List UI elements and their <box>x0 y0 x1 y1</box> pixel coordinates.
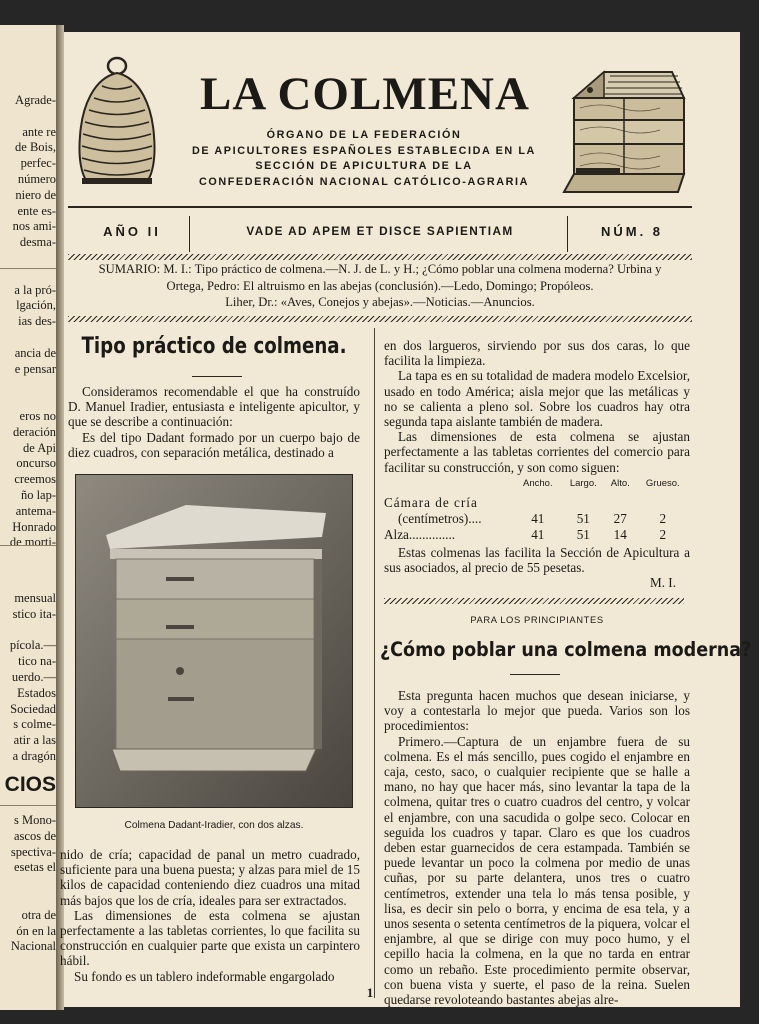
left-text-line: s Mono- <box>13 813 56 827</box>
left-text-line: otra de <box>21 907 56 922</box>
band-divider <box>567 216 568 252</box>
article1-continued <box>60 847 360 984</box>
table-row <box>384 527 690 543</box>
column-divider <box>374 328 375 998</box>
left-text-line: Nacional <box>10 939 56 954</box>
title-rule <box>510 674 560 675</box>
table-cell: 27 <box>613 511 627 526</box>
table-cell <box>636 495 690 511</box>
straw-skep-icon <box>76 56 158 188</box>
article1-right-column <box>384 338 690 475</box>
paragraph: Es del tipo Dadant formado por un cuerpo bajo de diez cuadros, con separación metálica, destinado a <box>68 429 360 460</box>
paragraph: en dos largueros, sirviendo por sus dos caras, lo que facilita la limpieza. <box>384 338 690 369</box>
left-text-line: ante re <box>22 124 56 139</box>
left-text-line: spectiva- <box>10 844 56 859</box>
paragraph: Esta pregunta hacen muchos que desean iniciarse, y voy a contestarla lo mejor que pueda. Varios son los procedimientos: <box>384 688 690 734</box>
table-cell: 41 <box>531 511 545 526</box>
left-text-line: mensual <box>14 591 56 605</box>
left-text-line: Sociedad <box>10 701 56 716</box>
wooden-beehive-icon <box>560 68 688 196</box>
left-text-line: ascos de <box>14 828 56 843</box>
left-text-line: oncurso <box>16 456 56 471</box>
left-text-line: nos ami- <box>12 219 56 234</box>
band-divider <box>189 216 190 252</box>
left-divider <box>0 545 56 546</box>
subtitle-line: DE APICULTORES ESPAÑOLES ESTABLECIDA EN LA <box>192 144 536 157</box>
table-row <box>384 495 690 511</box>
left-text-line: stico ita- <box>12 606 56 621</box>
table-cell: 41 <box>531 527 545 542</box>
paragraph: Su fondo es un tablero indeformable engargolado <box>74 968 335 984</box>
table-header: Grueso. <box>645 478 680 489</box>
table-cell <box>514 495 562 511</box>
paragraph: Consideramos recomendable el que ha construído D. Manuel Iradier, entusiasta e inteligente apicultor, y que se describe a continuación: <box>68 384 360 430</box>
table-cell: Alza.............. <box>384 527 456 542</box>
left-text-line: uerdo.— <box>11 670 56 684</box>
photo-caption: Colmena Dadant-Iradier, con dos alzas. <box>124 820 304 831</box>
left-divider <box>0 805 56 806</box>
table-cell: 51 <box>576 527 590 542</box>
motto: VADE AD APEM ET DISCE SAPIENTIAM <box>246 224 514 238</box>
left-text-line: ño lap- <box>20 488 56 502</box>
masthead-subtitle <box>164 128 564 190</box>
table-header: Largo. <box>569 478 597 489</box>
left-text-line: deración <box>12 424 56 439</box>
page-number: 1 <box>366 985 374 1000</box>
title-rule <box>192 376 242 377</box>
subtitle-line: ÓRGANO DE LA FEDERACIÓN <box>266 129 462 141</box>
article2-title: ¿Cómo poblar una colmena moderna? <box>380 638 752 661</box>
left-text-line: atir a las <box>13 733 56 748</box>
table-header: Ancho. <box>523 478 553 489</box>
left-text-line: lgación, <box>16 298 56 313</box>
dimensions-table <box>384 478 690 543</box>
summary-line: Liher, Dr.: «Aves, Conejos y abejas».—Noticias.—Anuncios. <box>225 295 535 309</box>
left-text-line: ón en la <box>16 923 56 938</box>
hive-photograph <box>75 474 353 808</box>
table-cell: 14 <box>613 527 627 542</box>
left-text-line: a dragón <box>12 749 56 763</box>
left-divider <box>0 268 56 269</box>
dadant-hive-image <box>76 475 352 807</box>
paragraph: Estas colmenas las facilita la Sección de Apicultura a sus asociados, al precio de 55 pesetas. <box>384 545 690 576</box>
article2-body <box>384 688 690 1007</box>
left-text-line: ias des- <box>18 314 56 329</box>
signature: M. I. <box>649 575 676 591</box>
article1-intro <box>68 384 360 460</box>
table-header: Alto. <box>610 478 630 489</box>
left-page-fragment <box>0 25 56 1010</box>
masthead-rule-top <box>68 206 692 208</box>
paragraph: Las dimensiones de esta colmena se ajustan perfectamente a las tabletas corrientes del comercio para facilitar su construcción, y son como siguen: <box>384 429 690 475</box>
paragraph: La tapa es en su totalidad de madera modelo Excelsior, usado en todo América; aisla mejor que las metálicas y no se calienta a pleno sol. Sobre los cuadros hay otra segunda tapa aislante también de madera. <box>384 368 690 430</box>
table-cell <box>562 495 605 511</box>
left-text-line: antema- <box>15 503 56 518</box>
issue-number: NÚM. 8 <box>600 224 664 239</box>
left-text-line: de morti- <box>9 535 56 550</box>
left-text-line: s colme- <box>13 717 56 732</box>
article-separator <box>384 598 684 604</box>
summary-rule <box>68 316 692 322</box>
left-text-line: ente es- <box>17 203 56 218</box>
left-text-line: Honrado <box>12 519 56 534</box>
subtitle-line: SECCIÓN DE APICULTURA DE LA <box>255 160 473 172</box>
summary-line: SUMARIO: M. I.: Tipo práctico de colmena.—N. J. de L. y H.; ¿Cómo poblar una colmena moderna? Urbina y <box>98 262 662 276</box>
left-text-line: creemos <box>14 472 56 487</box>
left-text-line: ancia de <box>14 345 56 360</box>
article2-kicker: PARA LOS PRINCIPIANTES <box>470 614 604 625</box>
left-text-line: Agrade- <box>15 93 56 107</box>
left-text-line: de Bois, <box>15 140 56 155</box>
masthead-title: LA COLMENA <box>200 68 530 120</box>
subtitle-line: CONFEDERACIÓN NACIONAL CATÓLICO-AGRARIA <box>198 175 530 188</box>
left-text-line: pícola.— <box>9 638 56 653</box>
left-text-line: e pensar <box>14 361 56 376</box>
left-text-line: desma- <box>19 235 56 250</box>
masthead-rule-bottom <box>68 254 692 260</box>
table-cell <box>605 495 636 511</box>
left-text-line: perfec- <box>20 156 56 171</box>
table-cell: Cámara de cría <box>384 495 478 510</box>
table-row <box>384 511 690 527</box>
left-text-line: número <box>17 172 56 186</box>
left-section-heading: CIOS <box>4 773 56 796</box>
main-page <box>60 32 752 1008</box>
paragraph: nido de cría; capacidad de panal un metro cuadrado, suficiente para una buena puesta; y alzas para miel de 15 kilos de capacidad conteniendo diez cuadros una mitad más bajos que los de cría, ideales para ser extractados. <box>60 847 360 908</box>
left-text-line: tico na- <box>18 654 56 669</box>
article1-closing <box>384 545 690 591</box>
left-text-line: de Api <box>23 440 56 455</box>
table-cell: (centímetros).... <box>398 511 482 526</box>
issue-year: AÑO II <box>103 224 161 239</box>
left-text-line: a la pró- <box>14 282 56 297</box>
summary-line: Ortega, Pedro: El altruismo en las abejas (conclusión).—Ledo, Domingo; Propóleos. <box>166 278 594 293</box>
table-cell: 2 <box>659 511 667 526</box>
paragraph: Primero.—Captura de un enjambre fuera de su colmena. Es el más sencillo, pues cogido el enjambre en caja, cesto, saco, o cualquier recipiente que se halle a mano, no hay que hacer más, sino levantar la tapa de la colmena, quitar tres o cuatro cuadros del centro, y volcar el enjambre, con una sacudida o golpe seco. Colocar en seguida los cuadros y tapar. Claro es que los cuadros deben estar guarnecidos de cera estampada. También se puede levantar un poco la colmena por medio de unas cuñas, por su parte delantera, unos tres o cuatro centímetros, extender una tela lo más tensa posible, y lisa, es decir sin pelo o borra, y encima de esa tela, y a unos sesenta o setenta centímetros de la piquera, volcar el enjambre, al que se dirige con muy poco humo, y el cepillo hacia la colmena, en la que no tarda en entrar como un rebaño. Este procedimiento permite observar, con buena vista y suerte, el paso de la reina. Suelen quedarse revoloteando bastantes abejas alre- <box>384 733 690 1008</box>
summary <box>68 261 692 311</box>
left-text-line: Estados <box>17 685 56 700</box>
table-cell: 2 <box>659 527 667 542</box>
article1-title: Tipo práctico de colmena. <box>81 334 347 359</box>
paragraph: Las dimensiones de esta colmena se ajustan perfectamente a las tabletas corrientes, lo que facilita su construcción en cualquier parte que exista un carpintero hábil. <box>60 907 360 969</box>
left-text-line: niero de <box>15 187 56 202</box>
table-cell: 51 <box>576 511 590 526</box>
left-text-line: eros no <box>19 409 56 423</box>
left-text-line: esetas el <box>14 860 56 875</box>
